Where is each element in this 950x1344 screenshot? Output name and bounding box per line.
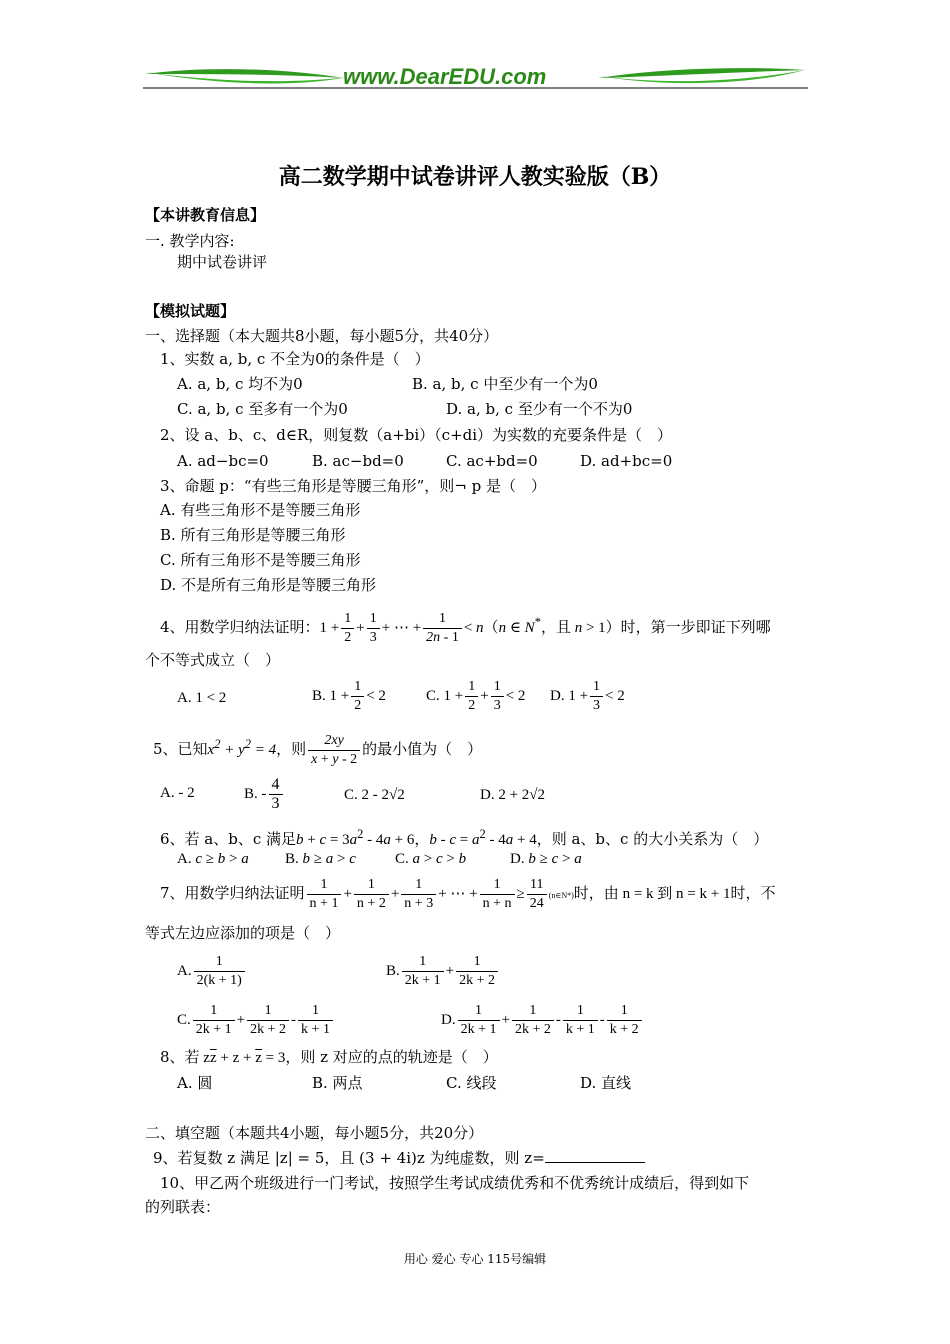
q7-stem: 7、用数学归纳法证明 $\frac{1}{n + 1}$ + $\frac{1}{n + 2}$ + $\frac{1}{n + 3}$ + ⋯ + $\frac{1}{n + n}$ ≥ $\frac{11}{24}$ (n∈N*)时，由 n = k 到 n = k + 1时，不 [160,877,776,912]
q5-formula-1: $x^2 + y^2 = 4$ [207,737,277,758]
q8-stem-a: 8、若 [160,1048,200,1066]
page-footer: 用心 爱心 专心 115号编辑 [403,1252,547,1266]
q5-option-a: A. - 2 [160,785,195,801]
q5-option-d: D. 2 + 2√2 [480,787,546,803]
q3-option-b: B. 所有三角形是等腰三角形 [160,526,346,544]
q8-option-a: A. 圆 [177,1074,213,1092]
q5-formula-2: $\frac{2xy}{x + y - 2}$ [308,732,360,769]
q5-option-c: C. 2 - 2√2 [344,787,405,803]
part1-heading: 一、选择题（本大题共8小题，每小题5分，共40分） [145,327,499,345]
q6-formula: $b + c = 3a^2 - 4a + 6$，$b - c = a^2 - 4a + 4$ [296,827,537,848]
q8-option-b: B. 两点 [312,1074,363,1092]
q2-option-c: C. ac+bd=0 [446,452,538,470]
q3-option-a: A. 有些三角形不是等腰三角形 [160,501,361,519]
q4-option-d: D. 1 + $\frac{1}{3}$ < 2 [550,679,625,714]
q6-stem-a: 6、若 a、b、c 满足 [160,830,297,848]
q7-formula: $\frac{1}{n + 1}$ + $\frac{1}{n + 2}$ + $\frac{1}{n + 3}$ + ⋯ + $\frac{1}{n + n}$ ≥ $\frac{11}{24}$ (n∈N*) [305,886,574,902]
q1-option-a: A. a, b, c 均不为0 [177,375,303,393]
q6-option-c: C. a > c > b [395,851,467,867]
q2-option-d: D. ad+bc=0 [580,452,673,470]
section-mock-heading: 【模拟试题】 [145,302,236,320]
q8-formula: $z\overline{z} + z + \overline{z} = 3$ [199,1050,286,1066]
logo-text: www.DearEDU.com [343,64,547,89]
teach-label: 一. 教学内容: [145,232,235,250]
q9-text: 9、若复数 z 满足 |z| = 5，且 (3 + 4i)z 为纯虚数，则 z= [153,1149,545,1167]
q4-option-c: C. 1 + $\frac{1}{2}$ + $\frac{1}{3}$ < 2 [426,679,526,714]
q8-option-c: C. 线段 [446,1074,497,1092]
q5-stem-c: 的最小值为（ ） [362,740,483,758]
q8-stem [160,1048,498,1067]
q5-option-b: B. - $\frac{4}{3}$ [244,774,285,814]
page-title: 高二数学期中试卷讲评人教实验版（B） [278,164,672,190]
q1-stem: 1、实数 a, b, c 不全为0的条件是（ ） [160,350,430,368]
q10-stem-a: 10、甲乙两个班级进行一门考试，按照学生考试成绩优秀和不优秀统计成绩后，得到如下 [160,1174,750,1192]
part2-heading: 二、填空题（本题共4小题，每小题5分，共20分） [145,1124,484,1142]
q7-option-d: D. $\frac{1}{2k + 1}$ + $\frac{1}{2k + 2}$ - $\frac{1}{k + 1}$ - $\frac{1}{k + 2}$ [441,1000,644,1040]
q4-stem-c: 个不等式成立（ ） [145,651,281,669]
q7-stem-a: 7、用数学归纳法证明 [160,884,305,902]
q7-stem-d: 时，不 [730,884,776,902]
q6-stem-b: ，则 a、b、c 的大小关系为（ ） [536,830,769,848]
q7-option-a: A. $\frac{1}{2(k + 1)}$ [177,951,247,991]
q3-option-d: D. 不是所有三角形是等腰三角形 [160,576,377,594]
q8-stem-b: ，则 z 对应的点的轨迹是（ ） [285,1048,498,1066]
q5-stem-b: ，则 [276,740,307,758]
q4-option-b: B. 1 + $\frac{1}{2}$ < 2 [312,679,386,714]
q6-stem [160,825,768,849]
q3-stem: 3、命题 p：“有些三角形是等腰三角形”，则¬ p 是（ ） [160,477,546,495]
q7-option-b: B. $\frac{1}{2k + 1}$ + $\frac{1}{2k + 2}$ [386,951,500,991]
q3-option-c: C. 所有三角形不是等腰三角形 [160,551,361,569]
q2-option-a: A. ad−bc=0 [177,452,269,470]
q1-option-c: C. a, b, c 至多有一个为0 [177,400,348,418]
q7-stem-e: 等式左边应添加的项是（ ） [145,924,341,942]
q4-option-a: A. 1 < 2 [177,690,227,706]
q7-stem-b: 时，由 [573,884,619,902]
section-info-heading: 【本讲教育信息】 [145,206,266,224]
q8-option-d: D. 直线 [580,1074,632,1092]
q7-option-c: C. $\frac{1}{2k + 1}$ + $\frac{1}{2k + 2}$ - $\frac{1}{k + 1}$ [177,1000,335,1040]
q7-stem-c: 到 [657,884,673,902]
q1-option-b: B. a, b, c 中至少有一个为0 [412,375,598,393]
q5-stem-a: 5、已知 [153,740,208,758]
q6-option-b: B. b ≥ a > c [285,851,356,867]
teach-content: 期中试卷讲评 [177,253,268,271]
q10-stem-b: 的列联表： [145,1198,221,1216]
q2-stem: 2、设 a、b、c、d∈R，则复数（a+bi）（c+di）为实数的充要条件是（ ） [160,426,673,444]
q4-formula: 1 + $\frac{1}{2}$ + $\frac{1}{3}$ + ⋯ + $\frac{1}{2n - 1}$ < n（n ∈ N*，且 n > 1） [319,611,621,646]
q4-stem [160,602,771,648]
q6-option-a: A. c ≥ b > a [177,851,249,867]
q4-stem-b: 时，第一步即证下列哪 [620,618,771,636]
q5-stem [153,724,482,770]
q1-option-d: D. a, b, c 至少有一个不为0 [446,400,633,418]
q2-option-b: B. ac−bd=0 [312,452,404,470]
q9-stem [153,1148,645,1167]
q9-answer-blank [545,1148,645,1163]
q6-option-d: D. b ≥ c > a [510,851,582,867]
q4-stem-a: 4、用数学归纳法证明： [160,618,320,636]
